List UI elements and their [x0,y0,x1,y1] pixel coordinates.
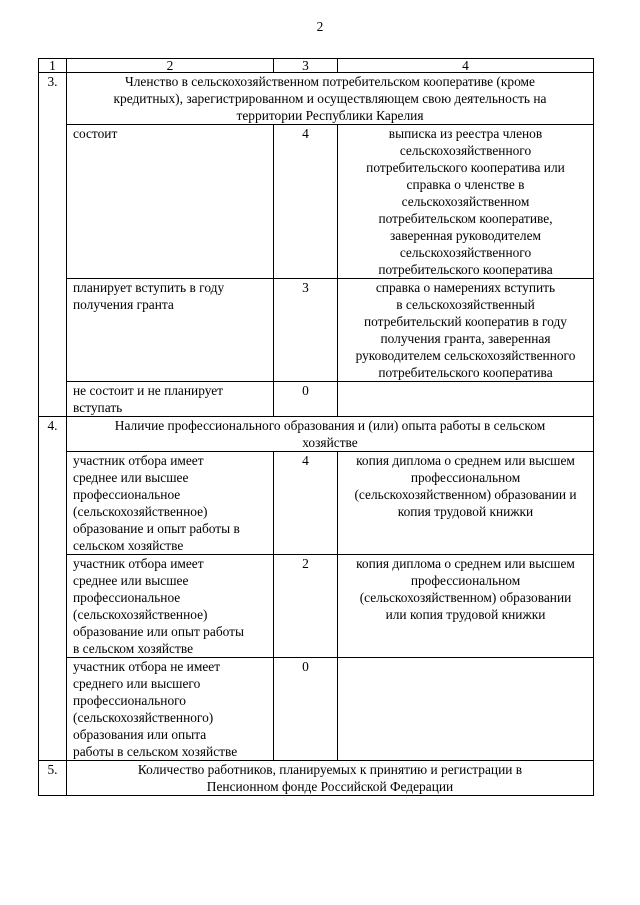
criterion-line: (сельскохозяйственного) [73,710,214,725]
document-line: получения гранта, заверенная [380,331,551,346]
section-number: 3. [39,73,67,417]
header-cell-1: 1 [39,59,67,73]
criterion-line: образования или опыта [73,727,207,742]
section-title [67,761,594,796]
header-cell-2: 2 [67,59,274,73]
document-line: заверенная руководителем [390,228,541,243]
section-title-line: Членство в сельскохозяйственном потребительском кооперативе (кроме [125,74,535,89]
criterion-line: не состоит и не планирует [73,383,224,398]
criterion-cell [67,452,274,555]
document-line: сельскохозяйственного [399,245,532,260]
criterion-line: работы в сельском хозяйстве [73,744,238,759]
criterion-line: профессиональное [73,590,181,605]
criterion-line: среднего или высшего [73,676,201,691]
criterion-line: образование или опыт работы [73,624,245,639]
document-line: (сельскохозяйственном) образовании и [354,487,577,502]
points-cell: 3 [274,279,338,382]
criterion-cell [67,279,274,382]
criterion-line: сельском хозяйстве [73,538,184,553]
document-line: в сельскохозяйственный [396,297,535,312]
criterion-line: получения гранта [73,297,174,312]
document-cell [338,125,594,279]
criterion-line: (сельскохозяйственное) [73,504,208,519]
section-title-row [39,73,594,125]
document-line: (сельскохозяйственном) образовании [359,590,572,605]
criterion-line: вступать [73,400,123,415]
document-cell [338,452,594,555]
criterion-line: в сельском хозяйстве [73,641,194,656]
document-line: выписка из реестра членов [388,126,543,141]
criterion-line: участник отбора имеет [73,556,204,571]
document-cell [338,555,594,658]
points-cell: 4 [274,452,338,555]
criterion-line: состоит [73,126,118,141]
criterion-line: участник отбора имеет [73,453,204,468]
document-line: копия диплома о среднем или высшем [356,556,575,571]
section-title [67,417,594,452]
criterion-line: образование и опыт работы в [73,521,240,536]
table-row [39,382,594,417]
document-line: копия трудовой книжки [397,504,534,519]
criterion-cell [67,555,274,658]
section-title [67,73,594,125]
document-line: потребительского кооператива или [366,160,565,175]
document-line: справка о членстве в [406,177,525,192]
criteria-table-body [39,59,594,796]
table-row [39,125,594,279]
criterion-line: среднее или высшее [73,573,189,588]
document-cell [338,658,594,761]
document-line: профессиональном [410,470,521,485]
section-title-row [39,417,594,452]
table-header-row [39,59,594,73]
table-row [39,452,594,555]
section-title-line: Пенсионном фонде Российской Федерации [206,779,454,794]
criterion-cell [67,382,274,417]
header-cell-4: 4 [338,59,594,73]
document-line: справка о намерениях вступить [375,280,556,295]
document-cell [338,279,594,382]
criterion-cell [67,125,274,279]
table-row [39,279,594,382]
page-number: 2 [316,19,324,34]
points-cell: 0 [274,382,338,417]
points-cell: 0 [274,658,338,761]
criterion-line: участник отбора не имеет [73,659,221,674]
document-line: или копия трудовой книжки [385,607,546,622]
criterion-line: профессионального [73,693,186,708]
criterion-line: планирует вступить в году [73,280,225,295]
criterion-line: (сельскохозяйственное) [73,607,208,622]
points-cell: 2 [274,555,338,658]
section-number: 5. [39,761,67,796]
section-title-line: территории Республики Карелия [236,108,424,123]
section-number: 4. [39,417,67,761]
document-line: копия диплома о среднем или высшем [356,453,575,468]
document-cell [338,382,594,417]
criterion-cell [67,658,274,761]
document-line: руководителем сельскохозяйственного [355,348,576,363]
criteria-table [38,58,594,796]
document-line: профессиональном [410,573,521,588]
section-title-line: кредитных), зарегистрированном и осуществляющем свою деятельность на [113,91,547,106]
document-line: потребительский кооператив в году [364,314,567,329]
document-line: сельскохозяйственном [401,194,530,209]
points-cell: 4 [274,125,338,279]
document-line: потребительского кооператива [378,262,553,277]
document-line: потребительского кооператива [378,365,553,380]
criterion-line: профессиональное [73,487,181,502]
table-row [39,555,594,658]
section-title-line: Наличие профессионального образования и (или) опыта работы в сельском [114,418,546,433]
header-cell-3: 3 [274,59,338,73]
criterion-line: среднее или высшее [73,470,189,485]
section-title-row [39,761,594,796]
section-title-line: Количество работников, планируемых к принятию и регистрации в [137,762,523,777]
table-row [39,658,594,761]
document-line: сельскохозяйственного [399,143,532,158]
document-line: потребительском кооперативе, [378,211,553,226]
section-title-line: хозяйстве [302,435,358,450]
